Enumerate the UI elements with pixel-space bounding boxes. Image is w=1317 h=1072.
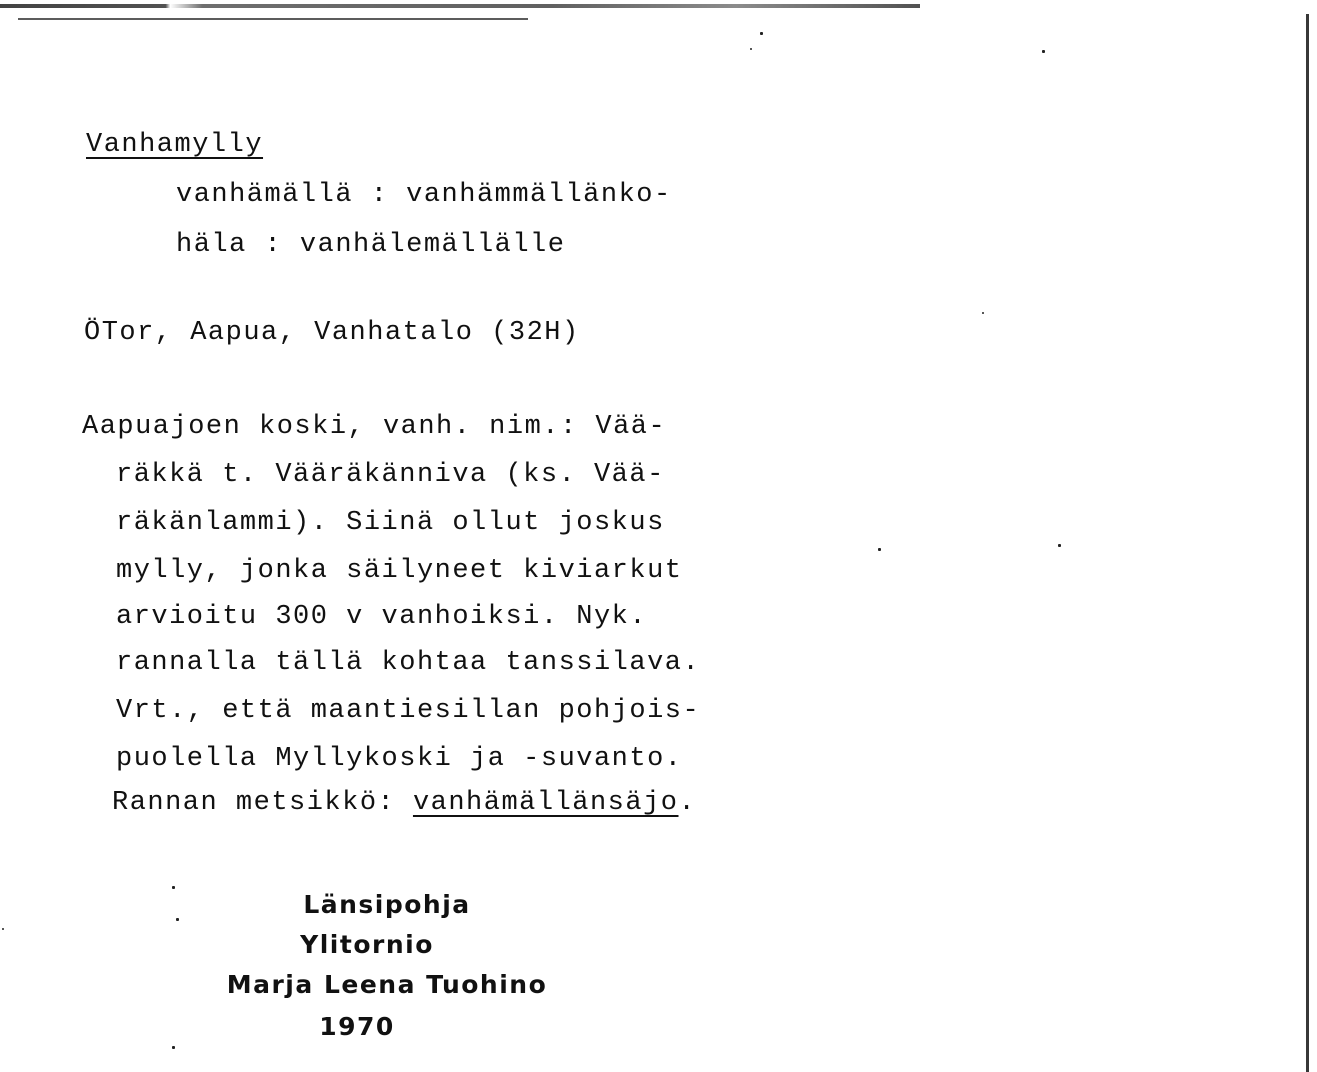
scan-edge-right (1306, 14, 1309, 1072)
description-line: arvioitu 300 v vanhoiksi. Nyk. (116, 602, 648, 632)
description-last-line (112, 790, 696, 817)
scan-speck (172, 1046, 175, 1049)
last-line-suffix: . (678, 788, 697, 818)
place-name-term: vanhämällänsäjo (412, 788, 679, 818)
scan-speck (176, 918, 179, 921)
last-line-prefix: Rannan metsikkö: (112, 788, 413, 818)
description-line: mylly, jonka säilyneet kiviarkut (116, 556, 683, 586)
stamp-region: Länsipohja (303, 890, 471, 919)
scan-speck (2, 928, 4, 930)
description-line: räkkä t. Vääräkänniva (ks. Vää- (116, 460, 665, 490)
stamp-parish: Ylitornio (300, 930, 434, 959)
scan-speck (172, 886, 175, 889)
scan-speck (750, 48, 752, 50)
description-line: puolella Myllykoski ja -suvanto. (116, 744, 683, 774)
scan-speck (878, 548, 881, 551)
description-line: Vrt., että maantiesillan pohjois- (116, 696, 701, 726)
dialect-form-line-2: häla : vanhälemällälle (176, 230, 566, 260)
card-heading: Vanhamylly (86, 130, 264, 160)
description-line: rannalla tällä kohtaa tanssilava. (116, 648, 701, 678)
description-line: räkänlammi). Siinä ollut joskus (116, 508, 665, 538)
informant-source: ÖTor, Aapua, Vanhatalo (32H) (84, 318, 580, 348)
scan-speck (1042, 50, 1045, 53)
description-line: Aapuajoen koski, vanh. nim.: Vää- (82, 412, 667, 442)
scan-edge-top (0, 4, 920, 8)
dialect-form-line-1: vanhämällä : vanhämmällänko- (176, 180, 672, 210)
scan-speck (1058, 544, 1061, 547)
scan-speck (982, 312, 984, 314)
stamp-year: 1970 (319, 1012, 395, 1041)
stamp-collector: Marja Leena Tuohino (226, 970, 548, 999)
scan-speck (760, 32, 763, 35)
scan-edge-top-line (18, 18, 528, 20)
